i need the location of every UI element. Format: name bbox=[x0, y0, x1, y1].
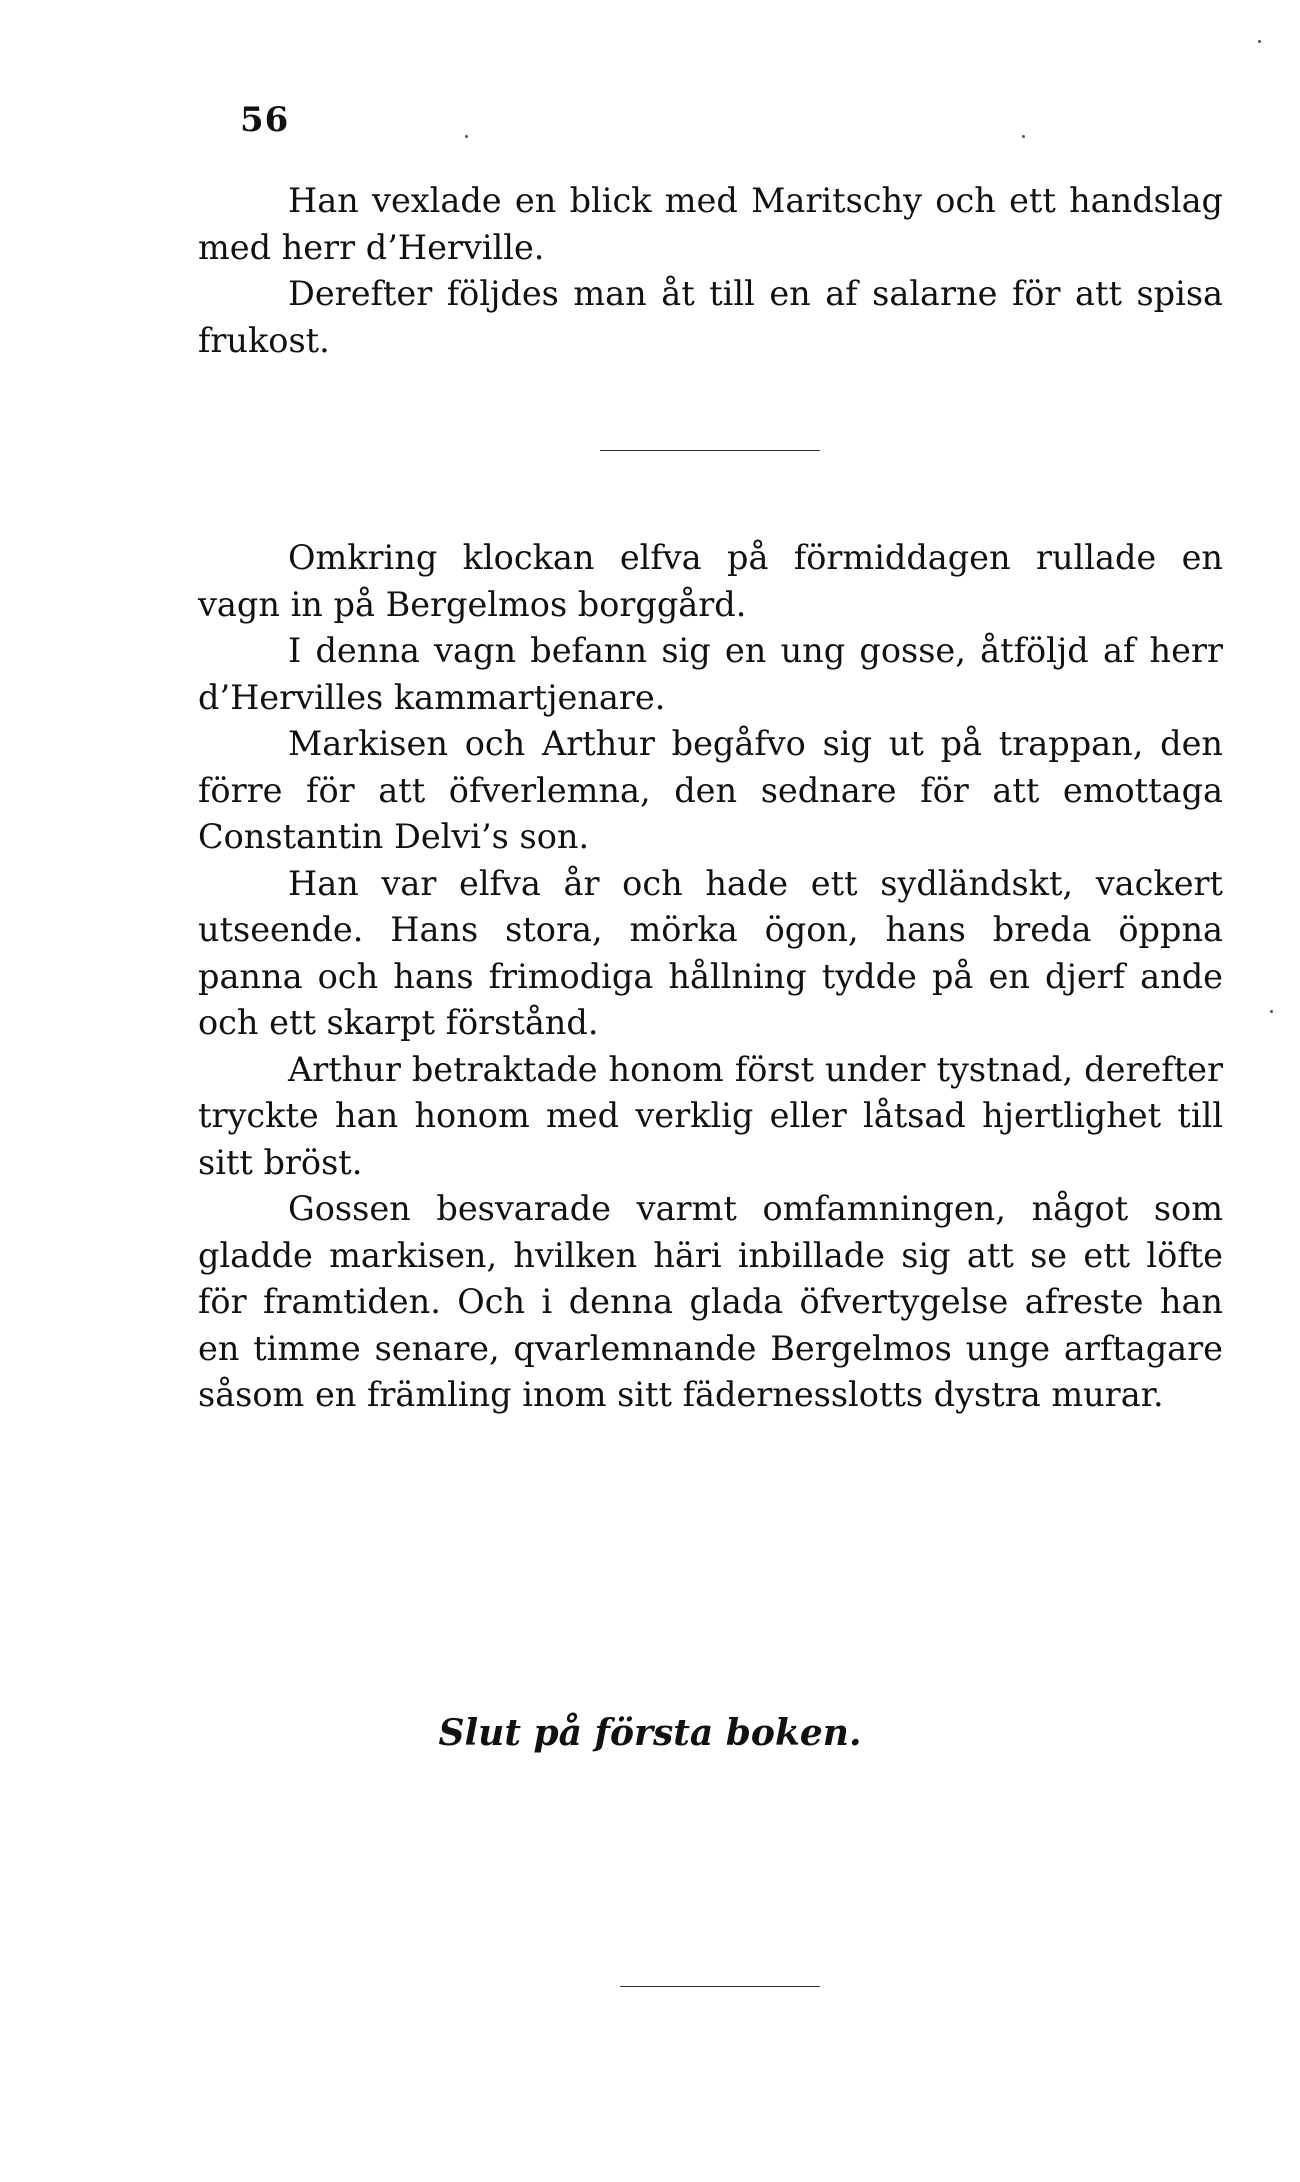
book-end-heading: Slut på första boken. bbox=[438, 1712, 862, 1754]
section-divider bbox=[600, 450, 820, 451]
opening-text-block bbox=[198, 178, 1223, 364]
paragraph: Han vexlade en blick med Maritschy och ett handslag med herr d’Herville. bbox=[198, 181, 1223, 267]
main-text-block bbox=[198, 535, 1223, 1419]
paragraph: Gossen besvarade varmt omfamningen, något som gladde markisen, hvilken häri inbillade sig att se ett löfte för framtiden. Och i denna glada öfvertygelse afreste han en timme senare, qvarlemnande Bergelmos unge arftagare såsom en främling inom sitt fädernesslotts dystra murar. bbox=[198, 1189, 1223, 1414]
print-speck bbox=[1270, 1010, 1273, 1013]
page-number: 56 bbox=[240, 100, 290, 140]
paragraph: Derefter följdes man åt till en af salarne för att spisa frukost. bbox=[198, 274, 1223, 360]
paragraph: Markisen och Arthur begåfvo sig ut på trappan, den förre för att öfverlemna, den sednare för att emottaga Constantin Delvi’s son. bbox=[198, 724, 1223, 856]
print-speck bbox=[1022, 135, 1025, 138]
print-speck bbox=[465, 135, 468, 138]
paragraph: Han var elfva år och hade ett sydländskt, vackert utseende. Hans stora, mörka ögon, hans breda öppna panna och hans frimodiga hållning tydde på en djerf ande och ett skarpt förstånd. bbox=[198, 863, 1223, 1042]
paragraph: I denna vagn befann sig en ung gosse, åtföljd af herr d’Hervilles kammartjenare. bbox=[198, 631, 1223, 717]
paragraph: Arthur betraktade honom först under tystnad, derefter tryckte han honom med verklig eller låtsad hjertlighet till sitt bröst. bbox=[198, 1049, 1223, 1182]
print-speck bbox=[1258, 40, 1261, 43]
paragraph: Omkring klockan elfva på förmiddagen rullade en vagn in på Bergelmos borggård. bbox=[198, 538, 1223, 624]
end-divider bbox=[620, 1986, 820, 1987]
